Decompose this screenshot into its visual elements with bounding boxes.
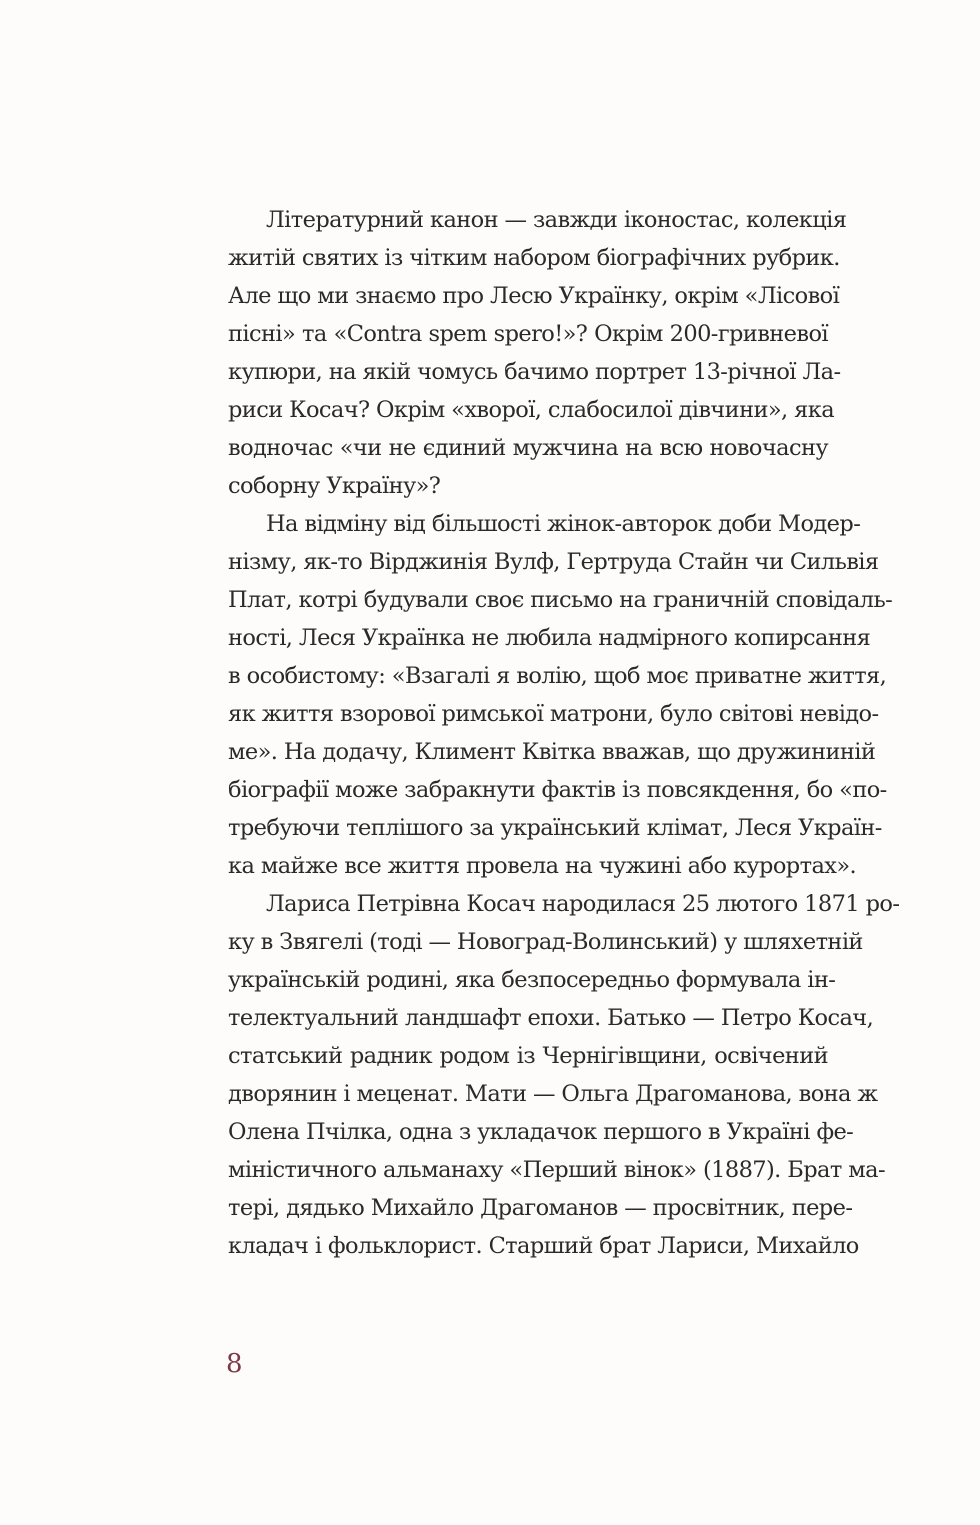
text-line: соборну Україну»?	[228, 473, 441, 499]
text-line: ності, Леся Українка не любила надмірного копирсання	[228, 625, 871, 651]
text-line: Лариса Петрівна Косач народилася 25 лютого 1871 ро-	[266, 891, 900, 917]
text-line: Але що ми знаємо про Лесю Українку, окрім «Лісової	[228, 283, 840, 309]
text-line: На відміну від більшості жінок-авторок доби Модер-	[266, 511, 861, 537]
text-line: як життя взорової римської матрони, було світові невідо-	[228, 701, 879, 727]
text-line: статський радник родом із Чернігівщини, освічений	[228, 1043, 828, 1069]
text-line: ка майже все життя провела на чужині або курортах».	[228, 853, 857, 879]
text-line: риси Косач? Окрім «хворої, слабосилої дівчини», яка	[228, 397, 835, 423]
text-line: житій святих із чітким набором біографічних рубрик.	[228, 245, 840, 271]
text-line: Літературний канон — завжди іконостас, колекція	[266, 207, 847, 233]
body-text	[228, 201, 900, 1265]
text-line: купюри, на якій чомусь бачимо портрет 13-річної Ла-	[228, 359, 841, 385]
text-line: нізму, як-то Вірджинія Вулф, Гертруда Стайн чи Сильвія	[228, 549, 879, 575]
text-line: телектуальний ландшафт епохи. Батько — Петро Косач,	[228, 1005, 874, 1031]
text-line: дворянин і меценат. Мати — Ольга Драгоманова, вона ж	[228, 1081, 878, 1107]
text-line: Олена Пчілка, одна з укладачок першого в Україні фе-	[228, 1119, 854, 1145]
text-line: біографії може забракнути фактів із повсякдення, бо «по-	[228, 777, 887, 803]
text-line: українській родині, яка безпосередньо формувала ін-	[228, 967, 836, 993]
text-line: міністичного альманаху «Перший вінок» (1887). Брат ма-	[228, 1157, 885, 1183]
text-line: кладач і фольклорист. Старший брат Лариси, Михайло	[228, 1233, 859, 1259]
text-line: тері, дядько Михайло Драгоманов — просвітник, пере-	[228, 1195, 853, 1221]
text-line: в особистому: «Взагалі я волію, щоб моє приватне життя,	[228, 663, 887, 689]
text-line: Плат, котрі будували своє письмо на граничній сповідаль-	[228, 587, 893, 613]
text-line: водночас «чи не єдиний мужчина на всю новочасну	[228, 435, 828, 461]
text-line: пісні» та «Contra spem spero!»? Окрім 200-гривневої	[228, 321, 828, 347]
text-line: ме». На додачу, Климент Квітка вважав, що дружининій	[228, 739, 876, 765]
text-line: требуючи теплішого за український клімат, Леся Україн-	[228, 815, 882, 841]
page-number: 8	[226, 1349, 243, 1379]
text-line: ку в Звягелі (тоді — Новоград-Волинський) у шляхетній	[228, 929, 863, 955]
